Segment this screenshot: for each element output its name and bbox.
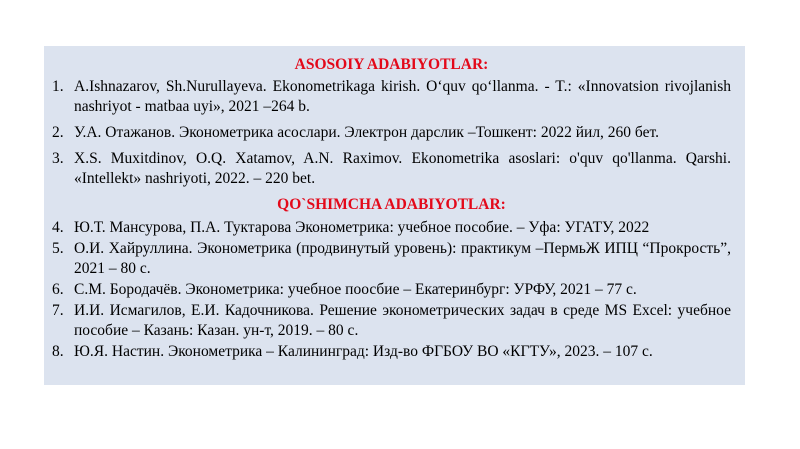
reference-text: Ю.Т. Мансурова, П.А. Туктарова Эконометрика: учебное пособие. – Уфа: УГАТУ, 2022 <box>74 219 650 236</box>
reference-text: A.Ishnazarov, Sh.Nurullayeva. Ekonometrikaga kirish. O‘quv qo‘llanma. - T.: «Innovatsion rivojlanish nashriyot - matbaa uyi», 2021 –264 b. <box>74 78 731 115</box>
reference-item <box>52 218 731 238</box>
reference-number: 1. <box>52 78 64 95</box>
reference-number: 5. <box>52 240 64 257</box>
reference-text: И.И. Исмагилов, Е.И. Кадочникова. Решение эконометрических задач в среде MS Excel: учебное пособие – Казань: Казан. ун-т, 2019. – 80 с. <box>74 302 731 339</box>
reference-number: 3. <box>52 150 64 167</box>
additional-references-list <box>52 218 731 362</box>
reference-number: 7. <box>52 302 64 319</box>
reference-item <box>52 123 731 143</box>
reference-number: 6. <box>52 281 64 298</box>
reference-number: 2. <box>52 124 64 141</box>
reference-number: 8. <box>52 343 64 360</box>
reference-item <box>52 239 731 279</box>
additional-references-heading: QO`SHIMCHA ADABIYOTLAR: <box>277 196 506 213</box>
reference-text: О.И. Хайруллина. Эконометрика (продвинутый уровень): практикум –ПермьЖ ИПЦ “Прокрость”, 2021 – 80 с. <box>74 240 731 277</box>
reference-text: С.М. Бородачёв. Эконометрика: учебное поосбие – Екатеринбург: УРФУ, 2021 – 77 с. <box>74 281 637 298</box>
main-references-list <box>52 77 731 189</box>
references-panel <box>44 46 745 385</box>
reference-item <box>52 342 731 362</box>
reference-item <box>52 280 731 300</box>
reference-number: 4. <box>52 219 64 236</box>
reference-text: У.А. Отажанов. Эконометрика асослари. Электрон дарслик –Тошкент: 2022 йил, 260 бет. <box>74 124 659 141</box>
main-references-heading: ASOSOIY ADABIYOTLAR: <box>294 56 489 73</box>
reference-text: Ю.Я. Настин. Эконометрика – Калининград: Изд-во ФГБОУ ВО «КГТУ», 2023. – 107 с. <box>74 343 653 360</box>
reference-item <box>52 77 731 117</box>
reference-item <box>52 149 731 189</box>
reference-text: X.S. Muxitdinov, O.Q. Xatamov, A.N. Raximov. Ekonometrika asoslari: o'quv qo'llanma. Qarshi. «Intellekt» nashriyoti, 2022. – 220 bet. <box>74 150 731 187</box>
reference-item <box>52 301 731 341</box>
